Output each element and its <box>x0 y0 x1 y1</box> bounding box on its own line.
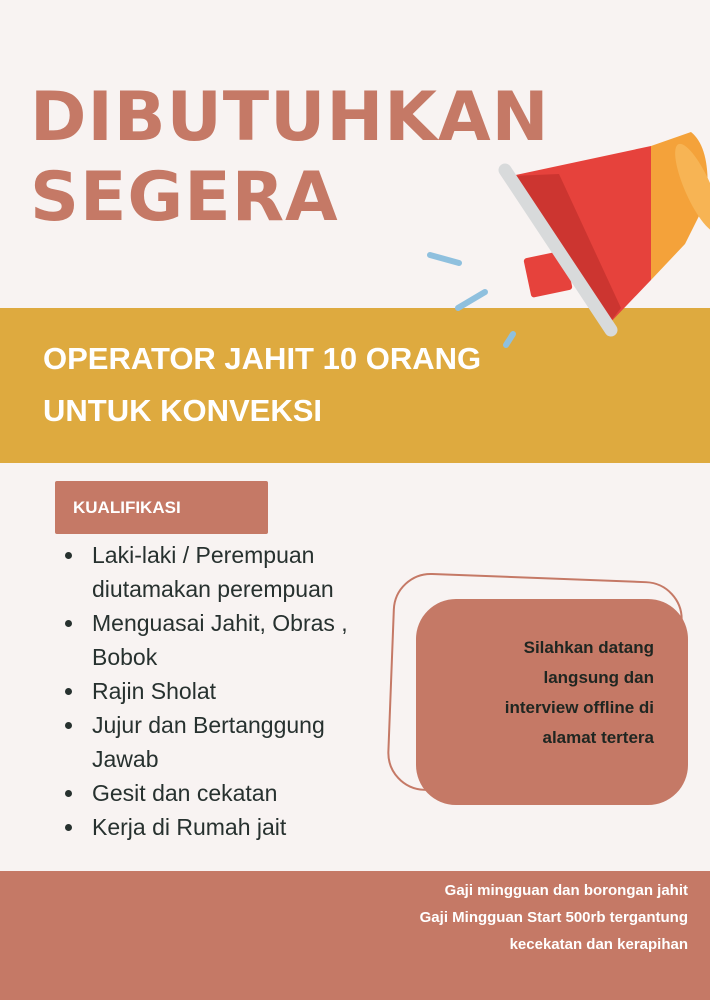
bullet-icon <box>65 688 72 695</box>
headline-line: SEGERA <box>30 158 339 237</box>
list-item-text: Jujur dan Bertanggung <box>92 712 325 738</box>
bullet-icon <box>65 824 72 831</box>
list-item-text: Bobok <box>92 644 158 670</box>
megaphone-icon <box>415 118 710 358</box>
bullet-icon <box>65 722 72 729</box>
position-title-line: OPERATOR JAHIT 10 ORANG <box>43 341 482 376</box>
list-item <box>60 810 360 844</box>
list-item-text: diutamakan perempuan <box>92 576 334 602</box>
list-item-text: Gesit dan cekatan <box>92 780 278 806</box>
callout-line: interview offline di <box>504 698 654 717</box>
bullet-icon <box>65 620 72 627</box>
list-item-text: Laki-laki / Perempuan <box>92 542 315 568</box>
bullet-icon <box>65 552 72 559</box>
callout-line: langsung dan <box>543 668 654 687</box>
headline-line: DIBUTUHKAN <box>30 78 550 157</box>
salary-line: Gaji Mingguan Start 500rb tergantung <box>419 909 688 926</box>
salary-line: kecekatan dan kerapihan <box>509 936 688 953</box>
list-item <box>60 606 360 674</box>
position-title <box>43 333 683 437</box>
callout-line: Silahkan datang <box>523 638 654 657</box>
bullet-icon <box>65 790 72 797</box>
qualification-list <box>60 538 360 844</box>
list-item-text: Kerja di Rumah jait <box>92 814 287 840</box>
callout-text <box>440 633 654 753</box>
list-item <box>60 674 360 708</box>
list-item-text: Rajin Sholat <box>92 678 217 704</box>
salary-line: Gaji mingguan dan borongan jahit <box>444 882 688 899</box>
qualification-label: KUALIFIKASI <box>55 481 268 534</box>
list-item <box>60 776 360 810</box>
list-item-text: Jawab <box>92 746 159 772</box>
sound-lines <box>430 255 513 345</box>
list-item <box>60 708 360 776</box>
salary-info <box>268 877 688 958</box>
position-title-line: UNTUK KONVEKSI <box>43 393 323 428</box>
list-item-text: Menguasai Jahit, Obras , <box>92 610 348 636</box>
callout-line: alamat tertera <box>542 728 654 747</box>
list-item <box>60 538 360 606</box>
